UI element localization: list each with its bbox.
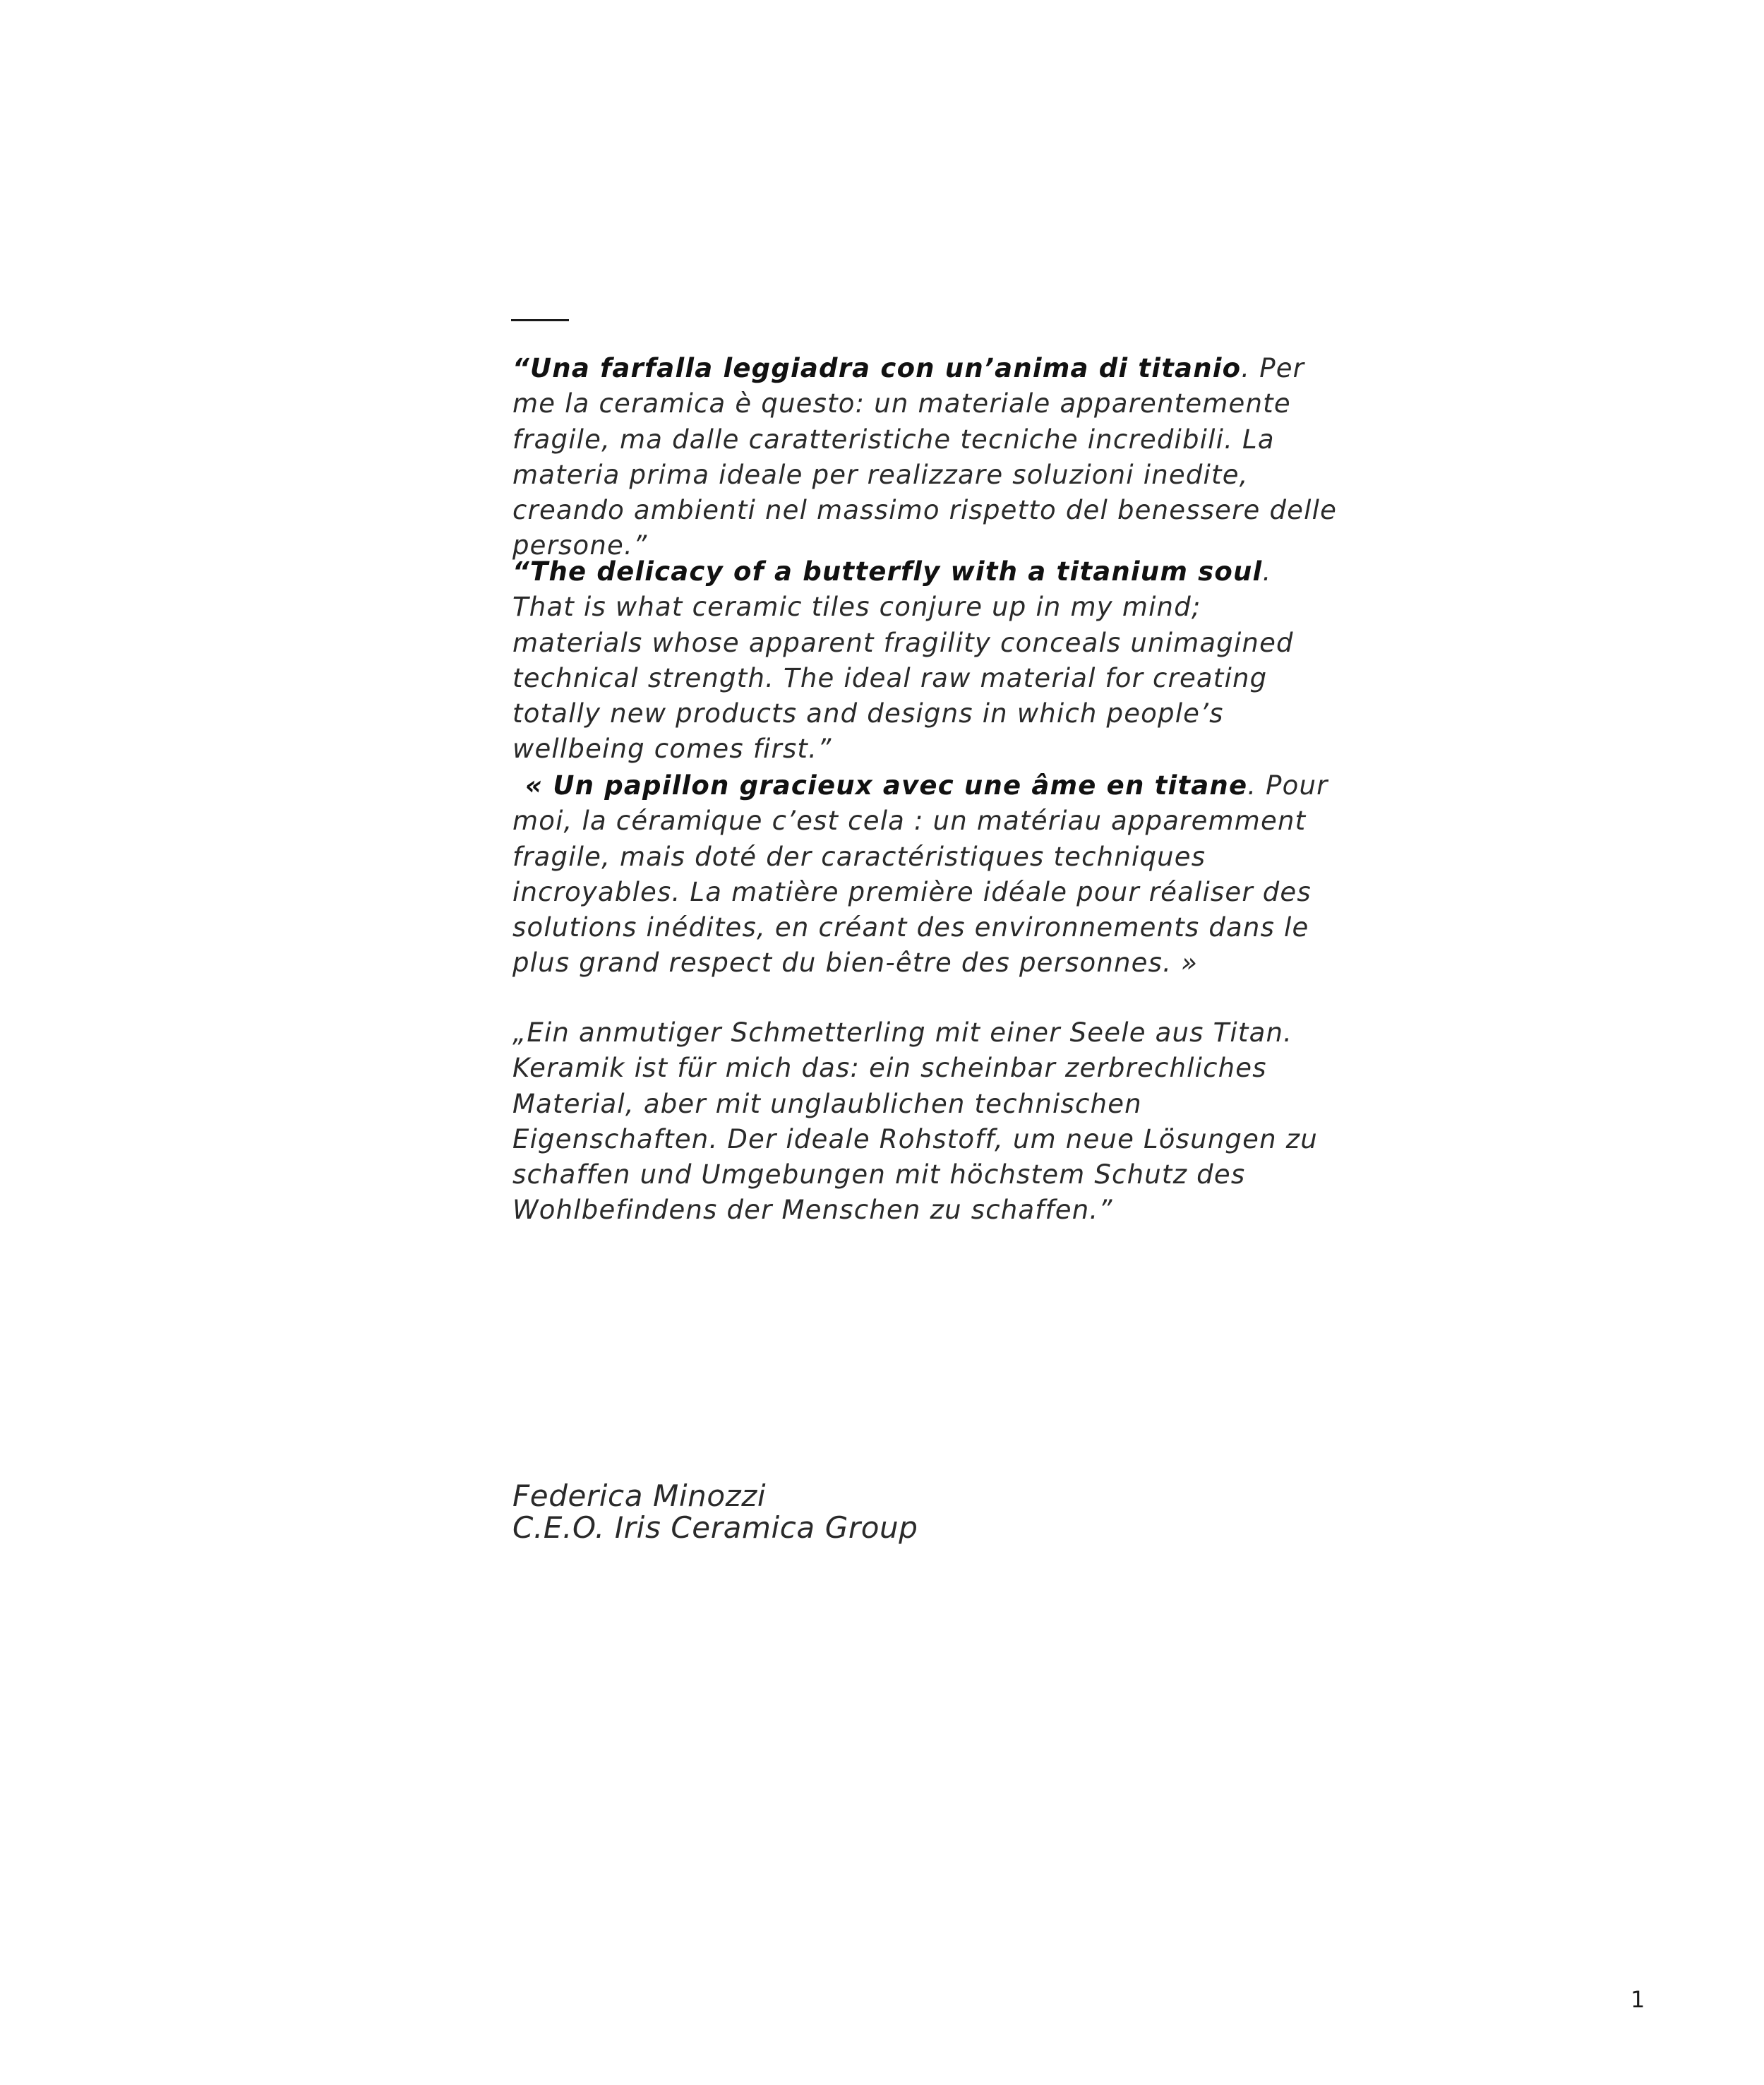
decorative-rule xyxy=(511,319,569,321)
quote-english xyxy=(512,554,1338,767)
quote-english-body: . That is what ceramic tiles conjure up in my mind; materials whose apparent fragility conceals unimagined technical strength. The ideal raw material for creating totally new products and designs in which people’s wellbeing comes first.” xyxy=(512,556,1294,765)
signature xyxy=(512,1480,918,1543)
signature-name: Federica Minozzi xyxy=(512,1478,767,1513)
quote-italian-lead: “Una farfalla leggiadra con un’anima di titanio xyxy=(512,353,1242,383)
signature-role: C.E.O. Iris Ceramica Group xyxy=(512,1510,918,1545)
quote-german-body: „Ein anmutiger Schmetterling mit einer Seele aus Titan. Keramik ist für mich das: ein scheinbar zerbrechliches Material, aber mit unglaublichen technischen Eigenschaften. Der ideale Rohstoff, um neue Lösungen zu schaffen und Umgebungen mit höchstem Schutz des Wohlbefindens der Menschen zu schaffen.” xyxy=(512,1017,1318,1226)
quote-french xyxy=(512,768,1338,981)
quote-german xyxy=(512,1015,1338,1229)
quote-italian-body: . Per me la ceramica è questo: un materiale apparentemente fragile, ma dalle caratteristiche tecniche incredibili. La materia prima ideale per realizzare soluzioni inedite, creando ambienti nel massimo rispetto del benessere delle persone.” xyxy=(512,353,1338,561)
page-number: 1 xyxy=(1631,1986,1645,2013)
quote-french-body: . Pour moi, la céramique c’est cela : un matériau apparemment fragile, mais doté der caractéristiques techniques incroyables. La matière première idéale pour réaliser des solutions inédites, en créant des environnements dans le plus grand respect du bien-être des personnes. » xyxy=(512,770,1328,979)
quote-italian xyxy=(512,351,1338,564)
quote-english-lead: “The delicacy of a butterfly with a titanium soul xyxy=(512,556,1263,587)
quote-french-lead: « Un papillon gracieux avec une âme en titane xyxy=(525,770,1248,801)
